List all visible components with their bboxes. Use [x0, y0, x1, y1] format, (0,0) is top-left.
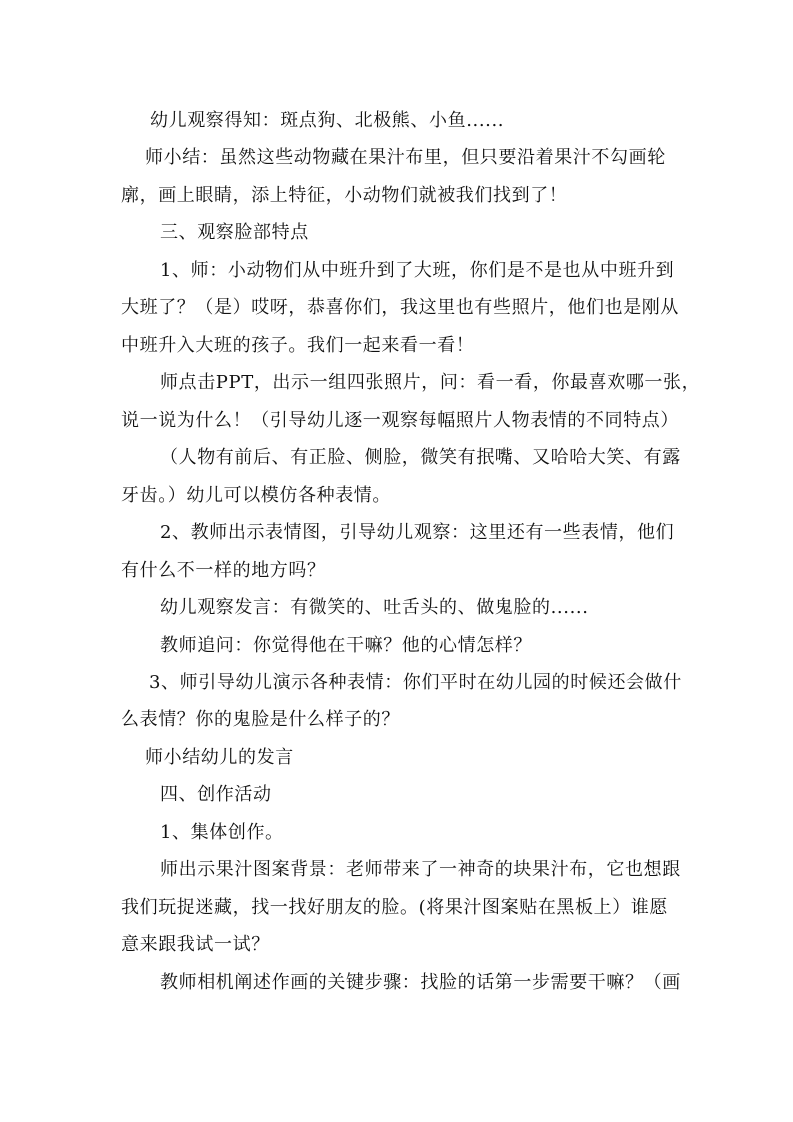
text-line: 说一说为什么！（引导幼儿逐一观察每幅照片人物表情的不同特点） [121, 410, 679, 431]
text-line: 3、师引导幼儿演示各种表情：你们平时在幼儿园的时候还会做什 [149, 672, 682, 693]
text-line: 大班了？（是）哎呀，恭喜你们，我这里也有些照片，他们也是刚从 [121, 297, 679, 318]
text-line: 师小结：虽然这些动物藏在果汁布里，但只要沿着果汁不勾画轮 [145, 147, 666, 168]
section-heading: 三、观察脸部特点 [160, 222, 309, 243]
text-line: 么表情？你的鬼脸是什么样子的？ [121, 709, 400, 730]
text-line: 廓，画上眼睛，添上特征，小动物们就被我们找到了！ [121, 185, 568, 206]
text-line: 我们玩捉迷藏，找一找好朋友的脸。(将果汁图案贴在黑板上）谁愿 [121, 897, 669, 918]
text-line: 2、教师出示表情图，引导幼儿观察：这里还有一些表情，他们 [160, 522, 675, 543]
text-line: 幼儿观察得知：斑点狗、北极熊、小鱼...... [150, 110, 505, 131]
text-line: 意来跟我试一试？ [121, 934, 270, 955]
text-line: （人物有前后、有正脸、侧脸，微笑有抿嘴、又哈哈大笑、有露 [160, 447, 681, 468]
text-line: 1、师：小动物们从中班升到了大班，你们是不是也从中班升到 [160, 260, 675, 281]
text-line: 幼儿观察发言：有微笑的、吐舌头的、做鬼脸的...... [160, 597, 589, 618]
text-line: 教师追问：你觉得他在干嘛？他的心情怎样？ [160, 635, 532, 656]
section-heading: 四、创作活动 [160, 784, 272, 805]
text-line: 牙齿。）幼儿可以模仿各种表情。 [121, 485, 391, 506]
text-line: 师小结幼儿的发言 [145, 747, 294, 768]
text-line: 师点击PPT，出示一组四张照片，问：看一看，你最喜欢哪一张， [160, 372, 701, 393]
text-line: 有什么不一样的地方吗？ [121, 560, 326, 581]
text-line: 师出示果汁图案背景：老师带来了一神奇的块果汁布，它也想跟 [160, 859, 681, 880]
text-line: 1、集体创作。 [160, 822, 284, 843]
text-line: 教师相机阐述作画的关键步骤：找脸的话第一步需要干嘛？（画 [160, 972, 681, 993]
text-line: 中班升入大班的孩子。我们一起来看一看！ [121, 335, 475, 356]
